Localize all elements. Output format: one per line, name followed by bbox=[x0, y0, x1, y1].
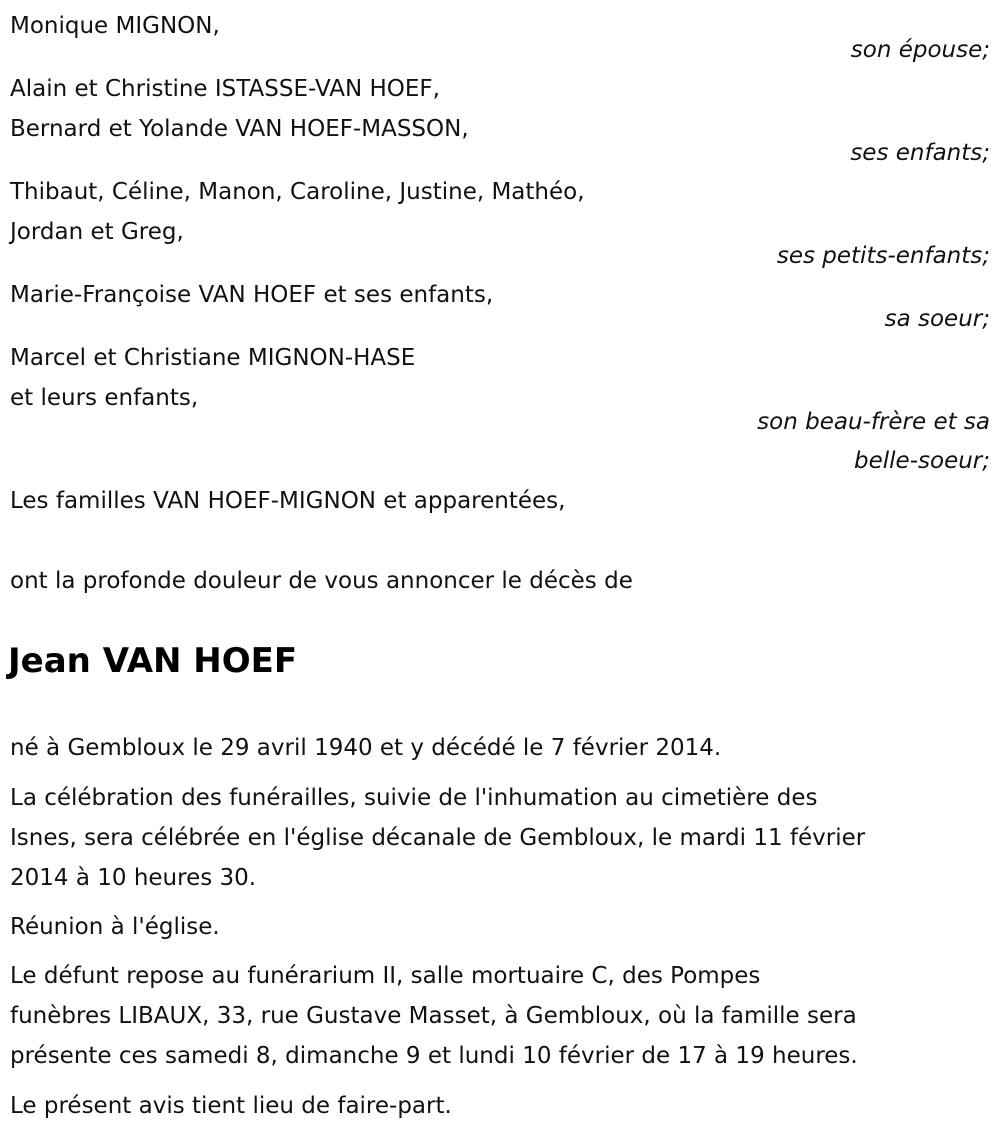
family-line: Marie-Françoise VAN HOEF et ses enfants, bbox=[10, 282, 494, 308]
viewing-text: Le défunt repose au funérarium II, salle mortuaire C, des Pompes bbox=[10, 963, 761, 989]
birth-death-text: né à Gembloux le 29 avril 1940 et y décédé le 7 février 2014. bbox=[10, 735, 722, 761]
family-role: belle-soeur; bbox=[854, 448, 990, 474]
family-line: Alain et Christine ISTASSE-VAN HOEF, bbox=[10, 76, 440, 102]
family-role: ses petits-enfants; bbox=[776, 243, 990, 269]
deceased-name: Jean VAN HOEF bbox=[8, 641, 298, 681]
closing-text: Le présent avis tient lieu de faire-part. bbox=[10, 1093, 452, 1119]
funeral-text: La célébration des funérailles, suivie de l'inhumation au cimetière des bbox=[10, 785, 818, 811]
family-line: et leurs enfants, bbox=[10, 385, 199, 411]
family-role: sa soeur; bbox=[884, 306, 990, 332]
viewing-text: funèbres LIBAUX, 33, rue Gustave Masset, à Gembloux, où la famille sera bbox=[10, 1003, 857, 1029]
funeral-text: 2014 à 10 heures 30. bbox=[10, 865, 257, 891]
family-line: Jordan et Greg, bbox=[10, 219, 184, 245]
family-line: Bernard et Yolande VAN HOEF-MASSON, bbox=[10, 116, 469, 142]
family-line: Thibaut, Céline, Manon, Caroline, Justine, Mathéo, bbox=[10, 179, 585, 205]
announcement-text: ont la profonde douleur de vous annoncer le décès de bbox=[10, 568, 633, 594]
funeral-text: Isnes, sera célébrée en l'église décanale de Gembloux, le mardi 11 février bbox=[10, 825, 866, 851]
meeting-text: Réunion à l'église. bbox=[10, 914, 220, 940]
family-line: Monique MIGNON, bbox=[10, 13, 220, 39]
viewing-text: présente ces samedi 8, dimanche 9 et lundi 10 février de 17 à 19 heures. bbox=[10, 1043, 858, 1069]
family-line: Les familles VAN HOEF-MIGNON et apparentées, bbox=[10, 488, 566, 514]
family-role: son beau-frère et sa bbox=[757, 409, 990, 435]
family-line: Marcel et Christiane MIGNON-HASE bbox=[10, 345, 416, 371]
family-role: son épouse; bbox=[850, 37, 990, 63]
family-role: ses enfants; bbox=[850, 140, 990, 166]
